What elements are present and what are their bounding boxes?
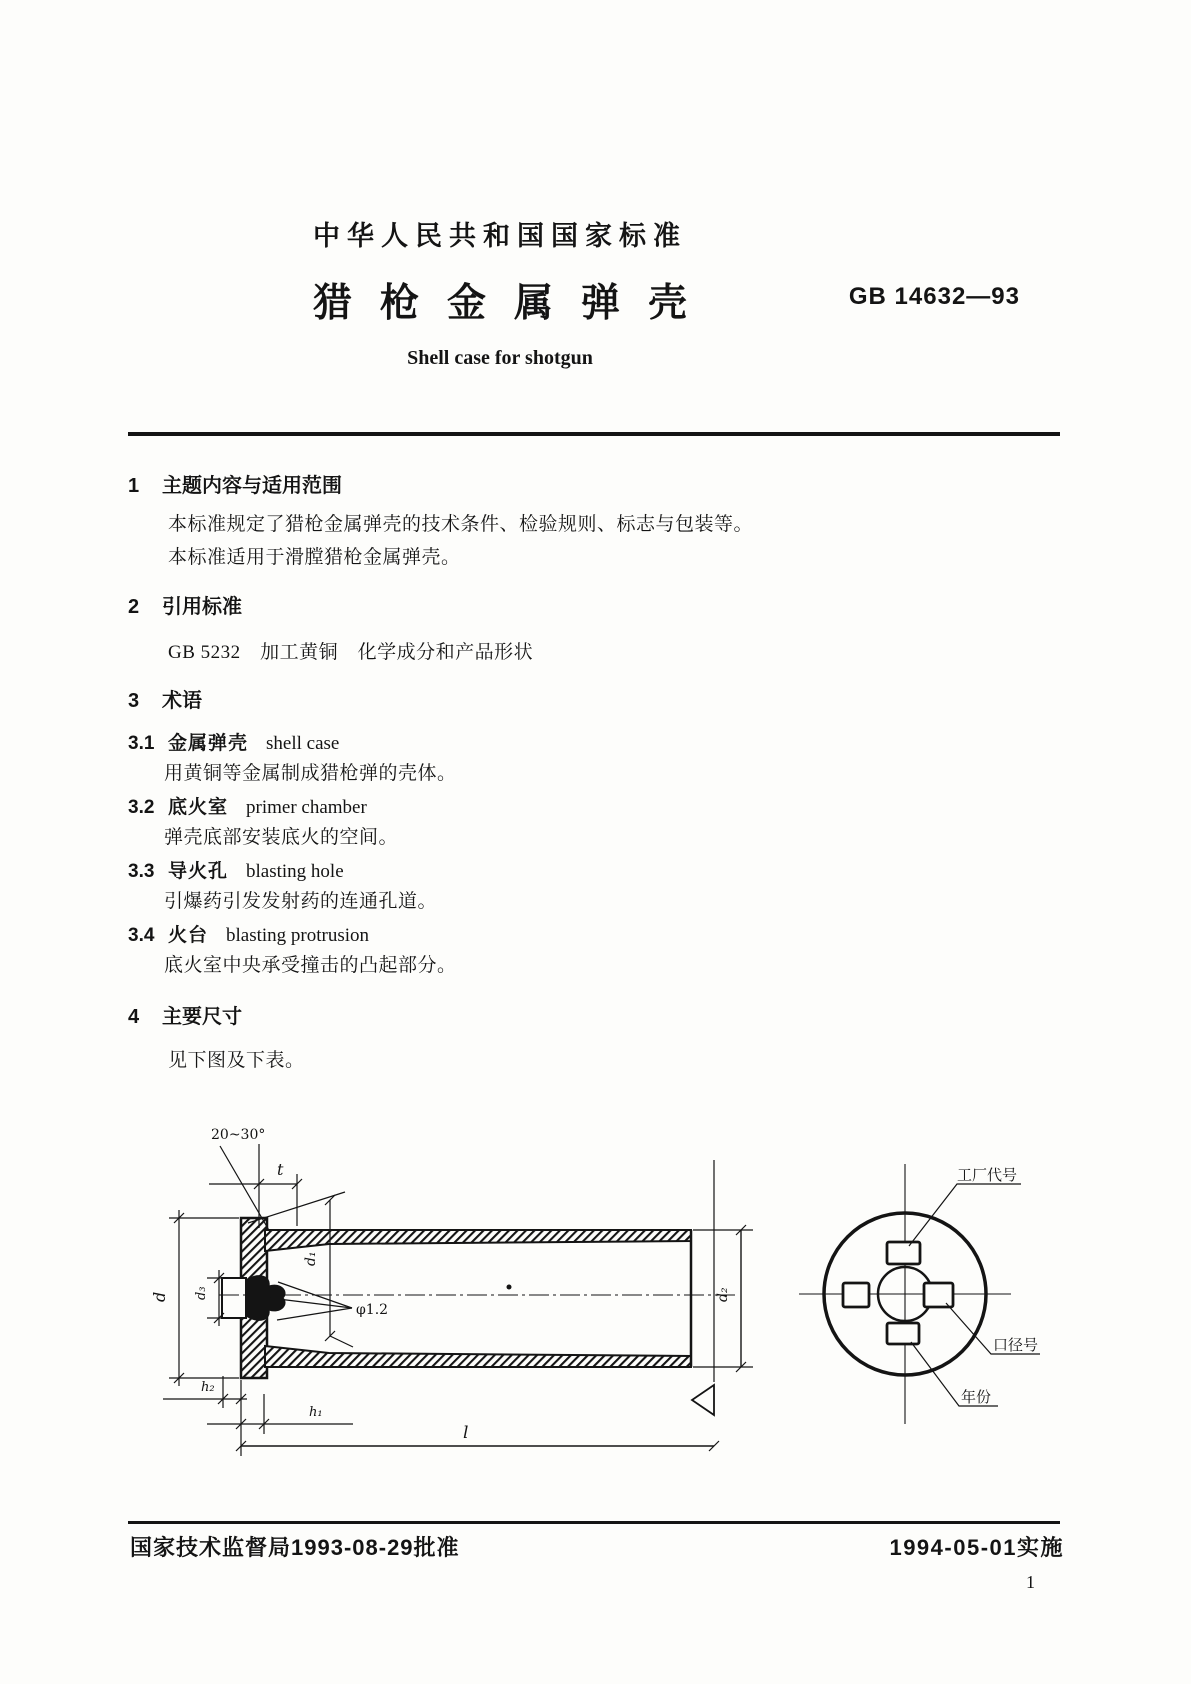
- section-4-number: 4: [128, 1006, 140, 1028]
- term-en: blasting hole: [246, 861, 344, 882]
- center-mark-dot: [507, 1285, 512, 1290]
- dim-label-angle: 20~30°: [211, 1127, 266, 1143]
- primer-pocket: [222, 1278, 246, 1318]
- section-3-heading: [128, 690, 1068, 712]
- term-definition: 弹壳底部安装底火的空间。: [164, 827, 399, 848]
- header-rule: [128, 432, 1060, 436]
- label-caliber-no: 口径号: [993, 1337, 1039, 1354]
- term-en: shell case: [266, 733, 340, 754]
- tube-bottom-wall: [265, 1346, 691, 1367]
- dim-label-t: t: [277, 1160, 284, 1179]
- term-en: blasting protrusion: [226, 925, 370, 946]
- label-factory-code: 工厂代号: [957, 1167, 1018, 1184]
- term-definition: 底火室中央承受撞击的凸起部分。: [164, 955, 457, 976]
- stamp-box-factory: [887, 1242, 920, 1264]
- section-2-heading: [128, 596, 1068, 618]
- term-cn: 金属弹壳: [168, 733, 249, 754]
- section-2-number: 2: [128, 596, 140, 618]
- dim-label-d1: d₁: [303, 1251, 319, 1266]
- term-en: primer chamber: [246, 797, 367, 818]
- section-1-number: 1: [128, 475, 140, 497]
- label-year: 年份: [961, 1389, 992, 1406]
- shell-case-technical-drawing: [119, 1042, 1069, 1522]
- implementation-date: 1994-05-01实施: [889, 1535, 1064, 1560]
- section-1-heading: [128, 475, 1068, 497]
- dim-label-h2: h₂: [201, 1380, 215, 1395]
- section-4-title: 主要尺寸: [162, 1006, 242, 1028]
- term-number: 3.3: [128, 861, 155, 882]
- term-definition: 引爆药引发发射药的连通孔道。: [164, 891, 438, 912]
- term-definition: 用黄铜等金属制成猎枪弹的壳体。: [164, 763, 457, 784]
- stamp-box-year: [887, 1323, 919, 1344]
- dim-label-phi: φ1.2: [356, 1302, 389, 1318]
- dim-label-l: l: [463, 1423, 469, 1443]
- flash-hole-leader: [277, 1308, 352, 1320]
- tube-top-wall: [265, 1230, 691, 1251]
- section-1-paragraph: 本标准适用于滑膛猎枪金属弹壳。: [168, 547, 461, 568]
- dim-label-d3: d₃: [194, 1286, 209, 1300]
- term-number: 3.1: [128, 733, 155, 754]
- term-number: 3.2: [128, 797, 155, 818]
- term-cn: 底火室: [168, 797, 229, 818]
- stamp-box-caliber: [924, 1283, 953, 1307]
- approval-authority-date: 国家技术监督局1993-08-29批准: [130, 1535, 460, 1560]
- section-1-paragraph: 本标准规定了猎枪金属弹壳的技术条件、检验规则、标志与包装等。: [168, 514, 754, 535]
- section-1-title: 主题内容与适用范围: [162, 475, 342, 497]
- section-2-title: 引用标准: [162, 596, 242, 618]
- term-row-3-2: [128, 797, 1068, 819]
- page-number: 1: [1026, 1572, 1035, 1592]
- figure-reference-line: 见下图及下表。: [168, 1050, 305, 1071]
- document-body: [128, 462, 1068, 1072]
- cross-section-view: [150, 1127, 753, 1456]
- footer-rule: [128, 1521, 1060, 1524]
- term-row-3-4: [128, 925, 1068, 947]
- referenced-standard-line: GB 5232 加工黄铜 化学成分和产品形状: [168, 642, 534, 663]
- dim-ext-d1-bottom: [330, 1336, 353, 1347]
- national-standard-label: 中华人民共和国国家标准: [313, 221, 687, 251]
- standard-number: GB 14632—93: [848, 283, 1020, 310]
- document-title-cn: 猎枪金属弹壳: [312, 282, 715, 325]
- term-cn: 导火孔: [168, 861, 229, 882]
- stamp-box-left: [843, 1283, 869, 1307]
- dim-label-d: d: [150, 1291, 169, 1302]
- term-number: 3.4: [128, 925, 155, 946]
- base-end-view: [799, 1164, 1040, 1424]
- term-row-3-3: [128, 861, 1068, 883]
- surface-finish-symbol: [692, 1385, 714, 1415]
- section-3-title: 术语: [162, 690, 202, 712]
- section-4-heading: [128, 1006, 1068, 1028]
- dim-label-d2: d₂: [715, 1287, 731, 1302]
- section-3-number: 3: [128, 690, 140, 712]
- dim-label-h1: h₁: [309, 1405, 323, 1420]
- document-title-en: Shell case for shotgun: [407, 347, 593, 369]
- term-row-3-1: [128, 733, 1068, 755]
- term-cn: 火台: [168, 925, 209, 946]
